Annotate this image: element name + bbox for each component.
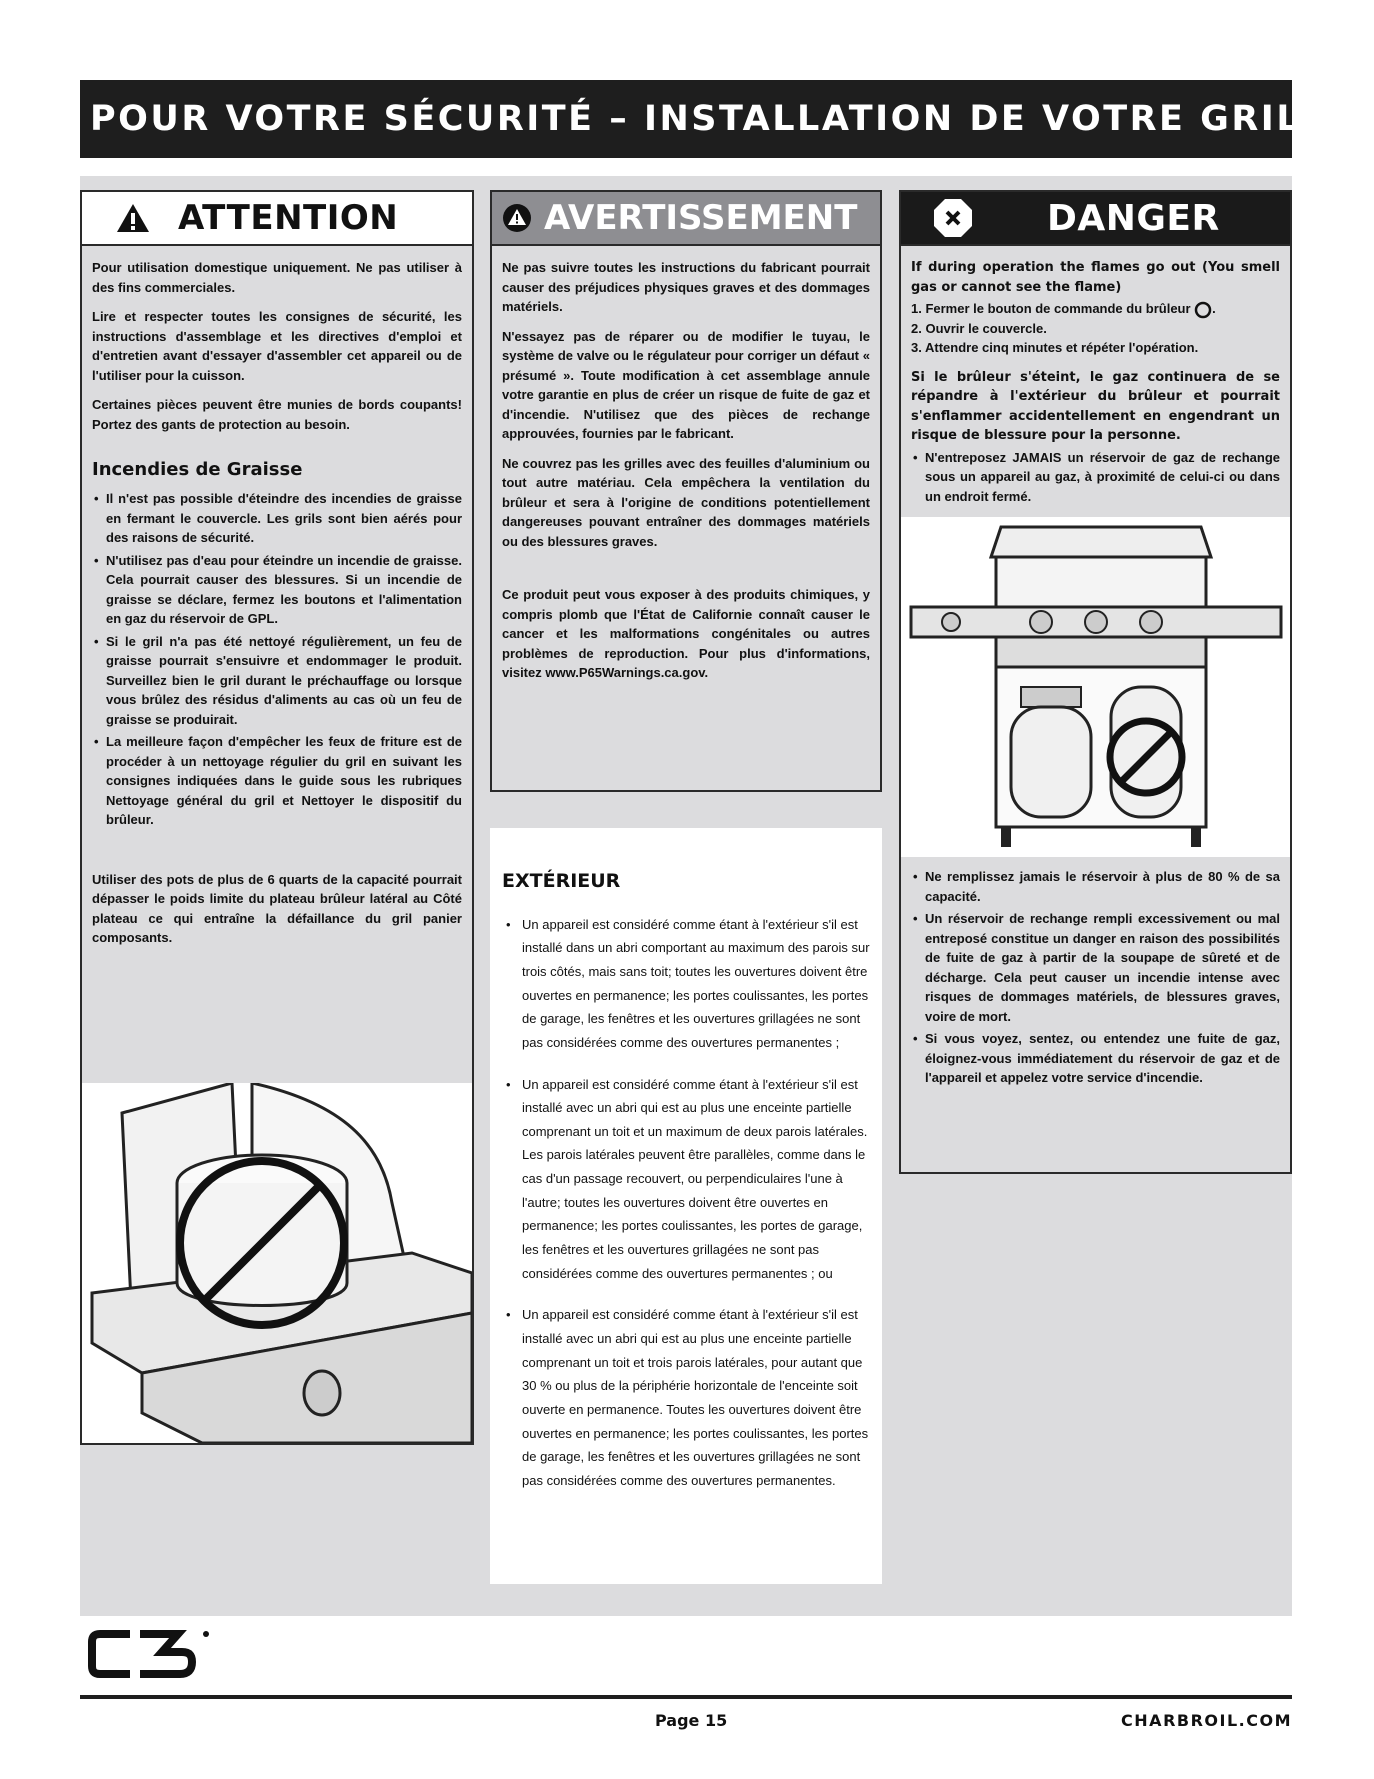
- avertissement-header: [492, 192, 880, 246]
- attention-paragraph: Pour utilisation domestique uniquement. Ne pas utiliser à des fins commerciales.: [92, 260, 462, 295]
- danger-list-top: [911, 448, 1280, 507]
- list-item: • Il n'est pas possible d'éteindre des incendies de graisse en fermant le couvercle. Les grils sont bien aérés pour des raisons de sécurité.: [106, 489, 462, 548]
- side-burner-pot-illustration: [82, 1083, 472, 1443]
- list-item: • N'entreposez JAMAIS un réservoir de gaz de rechange sous un appareil au gaz, à proximité de celui-ci ou dans un endroit fermé.: [925, 448, 1280, 507]
- list-item: • N'utilisez pas d'eau pour éteindre un incendie de graisse. Cela pourrait causer des blessures. Si un incendie de graisse se déclare, fermez les boutons et l'alimentation en gaz du réservoir de GPL.: [106, 551, 462, 629]
- x-octagon-icon: [933, 198, 973, 238]
- exterieur-list: [502, 913, 870, 1493]
- list-item: • Si le gril n'a pas été nettoyé régulièrement, un feu de graisse pourrait s'ensuivre et endommager le produit. Surveillez bien le gril durant le préchauffage ou lorsque vous brûlez des résidus d'aliments au cas où un feu de graisse se produirait.: [106, 632, 462, 730]
- page-number: Page 15: [655, 1711, 728, 1730]
- avertissement-paragraph: Ne pas suivre toutes les instructions du fabricant pourrait causer des préjudices physiques graves et des dommages matériels.: [502, 260, 870, 314]
- grease-fire-list: [92, 489, 462, 830]
- list-item: • Un appareil est considéré comme étant à l'extérieur s'il est installé avec un abri qui est au plus une enceinte partielle comprenant un toit et trois parois latérales, pour autant que 30 % ou plus de la périphérie horizontale de l'enceinte soit ouverte en permanence. Toutes les ouvertures doivent être ouvertes en permanence; les portes coulissantes, les portes de garage, les fenêtres et les ouvertures grillagées ne sont pas considérées comme des ouvertures permanentes.: [522, 1303, 870, 1492]
- list-item: • Si vous voyez, sentez, ou entendez une fuite de gaz, éloignez-vous immédiatement du réservoir de gaz et de l'appareil et appelez votre service d'incendie.: [925, 1029, 1280, 1088]
- avertissement-paragraph: Ne couvrez pas les grilles avec des feuilles d'aluminium ou tout autre matériau. Cela empêchera la ventilation du brûleur et sera à l'origine de conditions potentiellement dangereuses pouvant entraîner des dommages matériels ou des blessures graves.: [502, 455, 870, 549]
- danger-title: DANGER: [1047, 197, 1220, 239]
- attention-box: [80, 190, 474, 1445]
- list-item: • Un réservoir de rechange rempli excessivement ou mal entreposé constitue un danger en raison des possibilités de fuite de gaz à partir de la soupape de sûreté et de décharge. Cela peut causer un incendie intense avec risques de dommages matériels, de blessures graves, voire de mort.: [925, 909, 1280, 1026]
- danger-header: [901, 192, 1290, 246]
- danger-intro: If during operation the flames go out (You smell gas or cannot see the flame): [911, 260, 1280, 295]
- charbroil-logo: [88, 1628, 218, 1680]
- website-link[interactable]: CHARBROIL.COM: [1121, 1711, 1292, 1730]
- grease-fire-heading: Incendies de Graisse: [92, 459, 303, 480]
- attention-header: [82, 192, 472, 246]
- grill-tank-illustration: [901, 517, 1290, 857]
- danger-warning: Si le brûleur s'éteint, le gaz continuera de se répandre à l'extérieur du brûleur et pourrait s'enflammer accidentellement en engendrant un risque de blessure pour la personne.: [911, 369, 1280, 444]
- exterieur-heading: EXTÉRIEUR: [502, 870, 621, 892]
- prop65-paragraph: Ce produit peut vous exposer à des produits chimiques, y compris plomb que l'État de Californie connaît causer le cancer et les malformations congénitales ou autres problèmes de reproduction. Pour plus d'informations, visitez www.P65Warnings.ca.gov.: [502, 587, 870, 680]
- danger-list-bottom: [911, 867, 1280, 1088]
- exclamation-circle-icon: [502, 203, 532, 233]
- attention-paragraph: Certaines pièces peuvent être munies de bords coupants! Portez des gants de protection au besoin.: [92, 397, 462, 432]
- footer-divider: [80, 1695, 1292, 1699]
- list-item: • Un appareil est considéré comme étant à l'extérieur s'il est installé dans un abri comportant au maximum des parois sur trois côtés, mais sans toit; toutes les ouvertures doivent être ouvertes en permanence; les portes coulissantes, les portes de garage, les fenêtres et les ouvertures grillagées ne sont pas considérées comme des ouvertures permanentes ;: [522, 913, 870, 1055]
- exterieur-panel: [490, 828, 882, 1584]
- circle-icon: [1194, 301, 1212, 319]
- list-item: • Ne remplissez jamais le réservoir à plus de 80 % de sa capacité.: [925, 867, 1280, 906]
- attention-paragraph: Lire et respecter toutes les consignes de sécurité, les instructions d'assemblage et les directives d'emploi et d'entretien avant d'essayer d'assembler cet appareil ou de l'utiliser pour la cuisson.: [92, 309, 462, 383]
- list-item: • Un appareil est considéré comme étant à l'extérieur s'il est installé avec un abri qui est au plus une enceinte partielle comprenant un toit et un maximum de deux parois latérales. Les parois latérales peuvent être parallèles, comme dans le cas d'un passage recouvert, ou perpendiculaires l'une à l'autre; toutes les ouvertures doivent être ouvertes en permanence; les portes coulissantes, les portes de garage, les fenêtres et les ouvertures grillagées ne sont pas considérées comme des ouvertures permanentes ; ou: [522, 1073, 870, 1286]
- list-item: • La meilleure façon d'empêcher les feux de friture est de procéder à un nettoyage régulier du gril en suivant les consignes indiquées dans le guide sous les rubriques Nettoyage général du gril et Nettoyer le dispositif du brûleur.: [106, 732, 462, 830]
- page-title: POUR VOTRE SÉCURITÉ – INSTALLATION DE VOTRE GRIL: [80, 80, 1292, 158]
- danger-step: 1. Fermer le bouton de commande du brûleur .: [911, 299, 1280, 319]
- danger-step: 3. Attendre cinq minutes et répéter l'opération.: [911, 340, 1199, 356]
- warning-triangle-icon: [116, 202, 150, 234]
- avertissement-paragraph: N'essayez pas de réparer ou de modifier le tuyau, le système de valve ou le régulateur pour corriger un défaut « présumé ». Toute modification à cet assemblage annule votre garantie en plus de créer un risque de fuite de gaz et d'incendie. N'utilisez que des pièces de rechange approuvées, fournies par le fabricant.: [502, 328, 870, 441]
- attention-paragraph: Utiliser des pots de plus de 6 quarts de la capacité pourrait dépasser le poids limite du plateau brûleur latéral au Côté plateau ce qui entraîne la défaillance du gril panier composants.: [92, 871, 462, 945]
- avertissement-title: AVERTISSEMENT: [544, 198, 858, 238]
- avertissement-box: [490, 190, 882, 792]
- danger-step: 2. Ouvrir le couvercle.: [911, 320, 1047, 336]
- attention-title: ATTENTION: [178, 198, 399, 238]
- danger-box: [899, 190, 1292, 1174]
